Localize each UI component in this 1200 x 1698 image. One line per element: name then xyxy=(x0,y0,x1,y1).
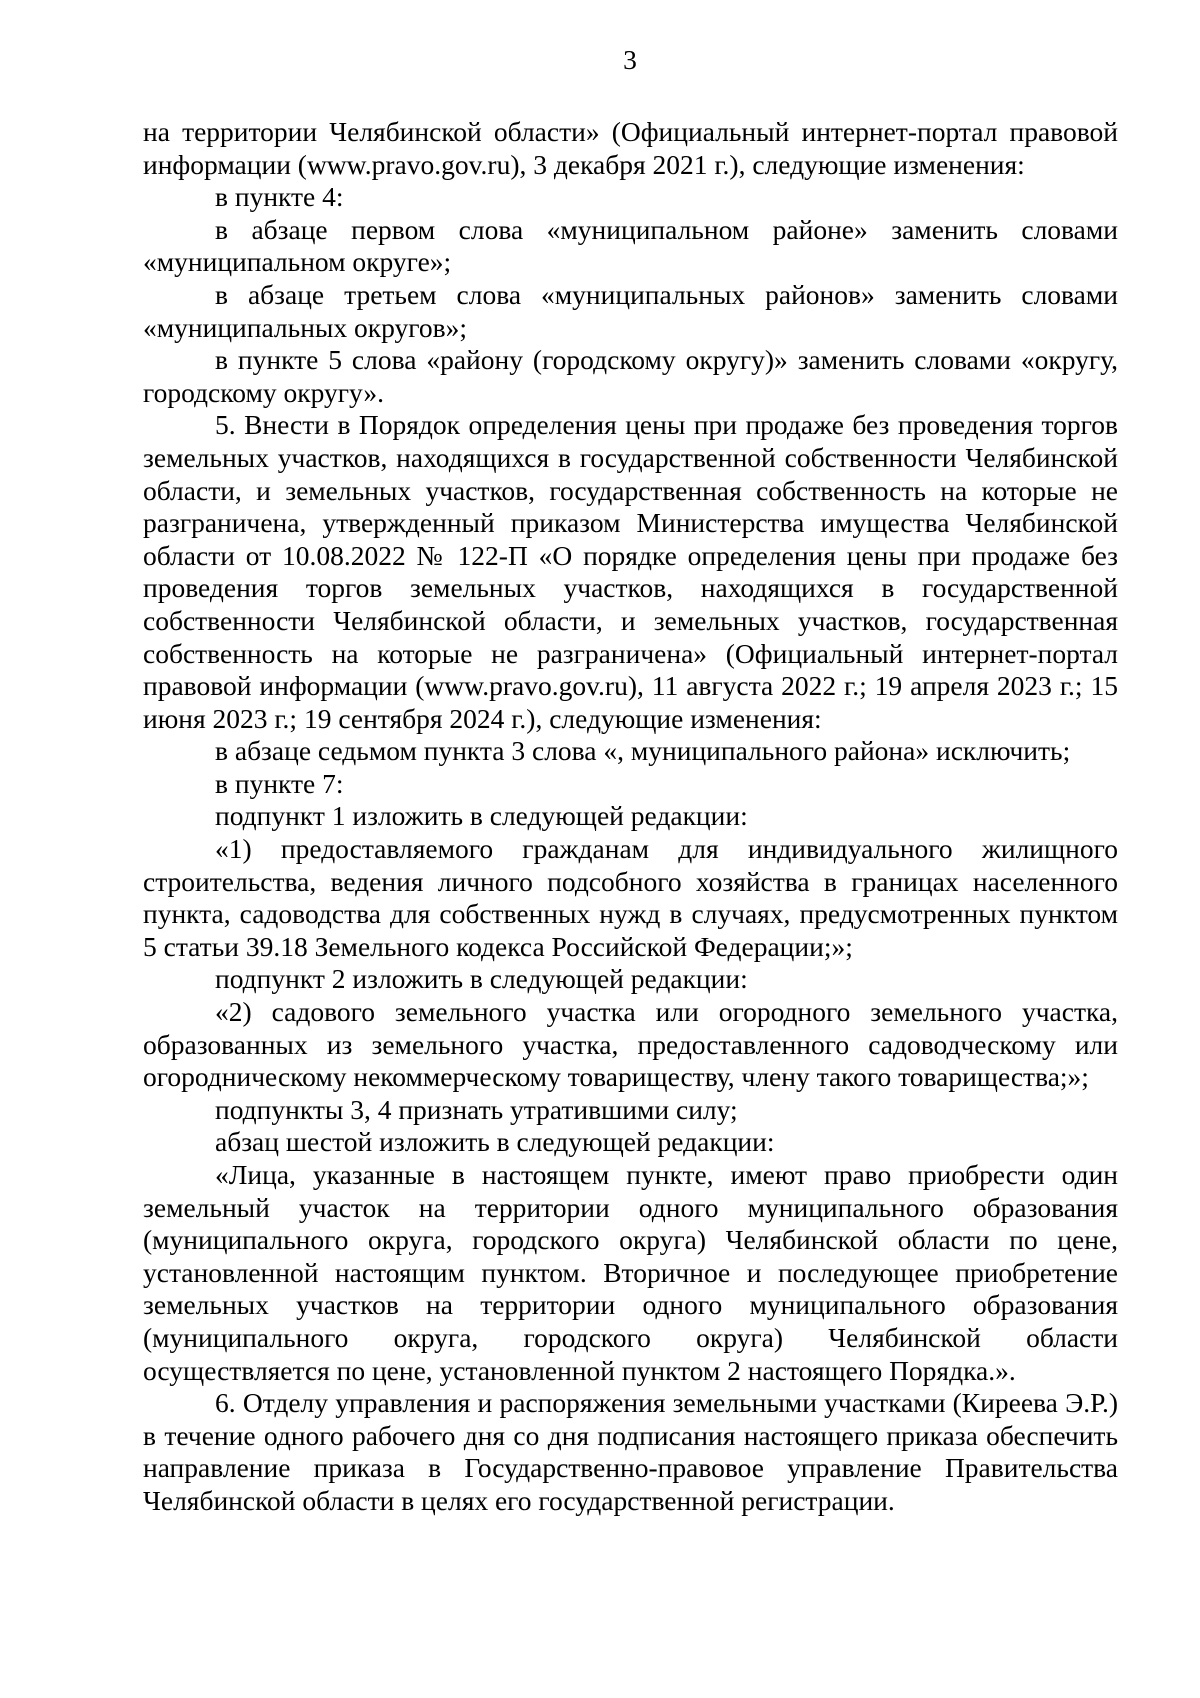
paragraph-2: в пункте 4: xyxy=(215,181,344,213)
paragraph-5: в пункте 5 слова «району (городскому округу)» заменить словами «округу, городскому округу». xyxy=(143,344,1118,408)
paragraph-14: абзац шестой изложить в следующей редакции: xyxy=(215,1126,775,1158)
paragraph-12: «2) садового земельного участка или огородного земельного участка, образованных из земельного участка, предоставленного садоводческому или огородническому некоммерческому товариществу, члену такого товарищества;»; xyxy=(143,996,1118,1093)
document-body xyxy=(143,116,1118,1518)
paragraph-6: 5. Внести в Порядок определения цены при продаже без проведения торгов земельных участков, находящихся в государственной собственности Челябинской области, и земельных участков, государственная собственность на которые не разграничена, утвержденный приказом Министерства имущества Челябинской области от 10.08.2022 № 122-П «О порядке определения цены при продаже без проведения торгов земельных участков, находящихся в государственной собственности Челябинской области, и земельных участков, государственная собственность на которые не разграничена» (Официальный интернет-портал правовой информации (www.pravo.gov.ru), 11 августа 2022 г.; 19 апреля 2023 г.; 15 июня 2023 г.; 19 сентября 2024 г.), следующие изменения: xyxy=(143,409,1118,734)
paragraph-8: в пункте 7: xyxy=(215,767,344,799)
paragraph-16: 6. Отделу управления и распоряжения земельными участками (Киреева Э.Р.) в течение одного рабочего дня со дня подписания настоящего приказа обеспечить направление приказа в Государственно-правовое управление Правительства Челябинской области в целях его государственной регистрации. xyxy=(143,1387,1118,1516)
paragraph-1: на территории Челябинской области» (Официальный интернет-портал правовой информации (www.pravo.gov.ru), 3 декабря 2021 г.), следующие изменения: xyxy=(143,116,1118,180)
paragraph-9: подпункт 1 изложить в следующей редакции: xyxy=(215,800,748,832)
paragraph-7: в абзаце седьмом пункта 3 слова «, муниципального района» исключить; xyxy=(215,735,1071,767)
paragraph-3: в абзаце первом слова «муниципальном районе» заменить словами «муниципальном округе»; xyxy=(143,213,1118,278)
paragraph-15: «Лица, указанные в настоящем пункте, имеют право приобрести один земельный участок на территории одного муниципального образования (муниципального округа, городского округа) Челябинской области по цене, установленной настоящим пунктом. Вторичное и последующее приобретение земельных участков на территории одного муниципального образования (муниципального округа, городского округа) Челябинской области осуществляется по цене, установленной пунктом 2 настоящего Порядка.». xyxy=(143,1159,1118,1386)
paragraph-4: в абзаце третьем слова «муниципальных районов» заменить словами «муниципальных округов»; xyxy=(143,278,1118,343)
page-number: 3 xyxy=(623,44,637,75)
paragraph-13: подпункты 3, 4 признать утратившими силу; xyxy=(215,1093,738,1125)
paragraph-10: «1) предоставляемого гражданам для индивидуального жилищного строительства, ведения личного подсобного хозяйства в границах населенного пункта, садоводства для собственных нужд в случаях, предусмотренных пунктом 5 статьи 39.18 Земельного кодекса Российской Федерации;»; xyxy=(143,833,1118,962)
paragraph-11: подпункт 2 изложить в следующей редакции: xyxy=(215,963,748,995)
